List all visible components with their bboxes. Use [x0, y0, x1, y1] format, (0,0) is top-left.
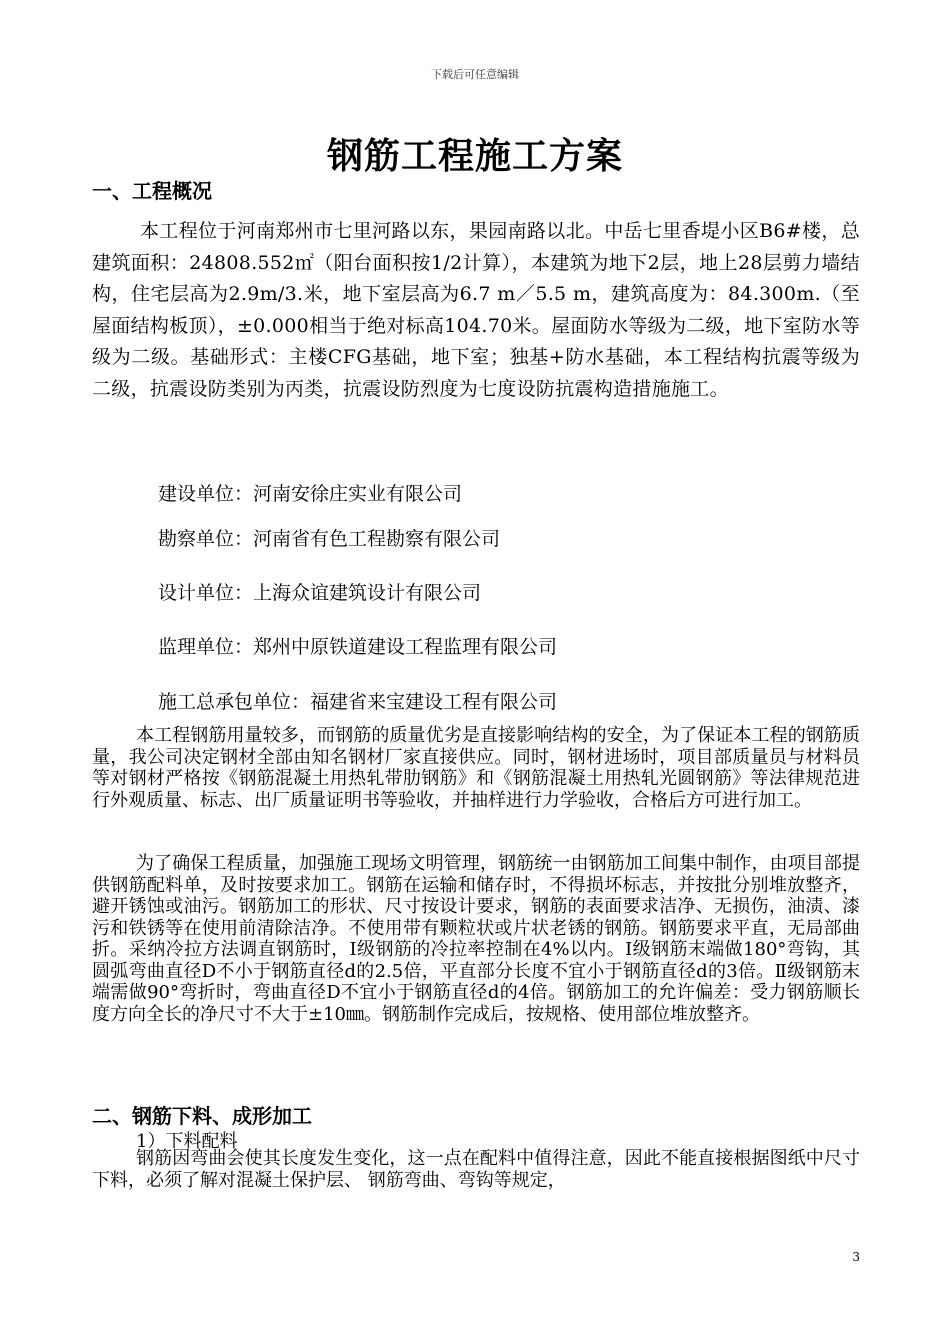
supervision-unit: 监理单位：郑州中原铁道建设工程监理有限公司 [158, 636, 558, 658]
steel-processing-paragraph: 为了确保工程质量，加强施工现场文明管理，钢筋统一由钢筋加工间集中制作，由项目部提供钢筋配料单，及时按要求加工。钢筋在运输和储存时，不得损坏标志，并按批分别堆放整齐，避开锈蚀或油污。钢筋加工的形状、尺寸按设计要求，钢筋的表面要求洁净、无损伤，油渍、漆污和铁锈等在使用前清除洁净。不使用带有颗粒状或片状老锈的钢筋。钢筋要求平直，无局部曲折。采纳冷拉方法调直钢筋时，Ⅰ级钢筋的冷拉率控制在4%以内。Ⅰ级钢筋末端做180°弯钩，其圆弧弯曲直径D不小于钢筋直径d的2.5倍，平直部分长度不宜小于钢筋直径d的3倍。Ⅱ级钢筋末端需做90°弯折时，弯曲直径D不宜小于钢筋直径d的4倍。钢筋加工的允许偏差：受力钢筋顺长度方向全长的净尺寸不大于±10㎜。钢筋制作完成后，按规格、使用部位堆放整齐。 [92, 853, 860, 1025]
subheading-cutting-batching: 1）下料配料 [136, 1131, 238, 1152]
document-title: 钢筋工程施工方案 [326, 136, 623, 177]
page-number: 3 [852, 1250, 860, 1264]
header-note: 下载后可任意编辑 [431, 68, 519, 81]
overview-paragraph: 本工程位于河南郑州市七里河路以东，果园南路以北。中岳七里香堤小区B6#楼，总建筑面积：24808.552㎡（阳台面积按1/2计算），本建筑为地下2层，地上28层剪力墙结构，住宅层高为2.9m/3.米，地下室层高为6.7 m／5.5 m，建筑高度为：84.300m.（至屋面结构板顶），±0.000相当于绝对标高104.70米。屋面防水等级为二级，地下室防水等级为二级。基础形式：主楼CFG基础，地下室；独基+防水基础，本工程结构抗震等级为二级，抗震设防类别为丙类，抗震设防烈度为七度设防抗震构造措施施工。 [92, 220, 860, 400]
general-contractor-unit: 施工总承包单位：福建省来宝建设工程有限公司 [158, 691, 558, 713]
steel-quality-paragraph: 本工程钢筋用量较多，而钢筋的质量优劣是直接影响结构的安全，为了保证本工程的钢筋质量，我公司决定钢材全部由知名钢材厂家直接供应。同时，钢材进场时，项目部质量员与材料员等对钢材严格按《钢筋混凝土用热轧带肋钢筋》和《钢筋混凝土用热轧光圆钢筋》等法律规范进行外观质量、标志、出厂质量证明书等验收，并抽样进行力学验收，合格后方可进行加工。 [92, 725, 860, 811]
cutting-paragraph: 钢筋因弯曲会使其长度发生变化，这一点在配料中值得注意，因此不能直接根据图纸中尺寸下料，必须了解对混凝土保护层、 钢筋弯曲、弯钩等规定， [92, 1148, 860, 1191]
design-unit: 设计单位：上海众谊建筑设计有限公司 [158, 582, 482, 604]
section-heading-cutting: 二、钢筋下料、成形加工 [92, 1104, 312, 1128]
construction-unit: 建设单位：河南安徐庄实业有限公司 [158, 483, 463, 505]
section-heading-overview: 一、工程概况 [92, 179, 212, 203]
survey-unit: 勘察单位：河南省有色工程勘察有限公司 [158, 528, 501, 550]
